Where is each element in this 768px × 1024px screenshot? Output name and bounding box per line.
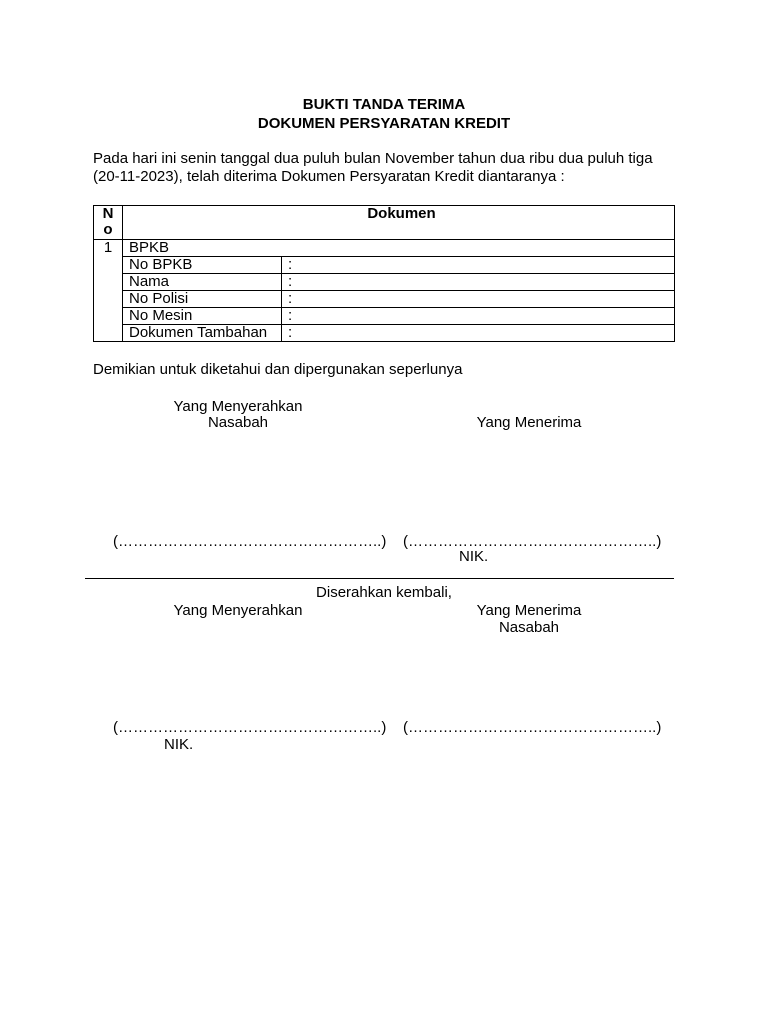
field-value: : <box>282 257 675 274</box>
sign2-right-signature-line: (…………………………………………..) <box>403 719 662 736</box>
row-title: BPKB <box>123 240 675 257</box>
field-value: : <box>282 308 675 325</box>
field-value: : <box>282 274 675 291</box>
field-value: : <box>282 325 675 342</box>
header-dokumen: Dokumen <box>123 206 675 240</box>
sign2-right-party: Nasabah <box>498 619 560 636</box>
title-line-2: DOKUMEN PERSYARATAN KREDIT <box>257 115 511 132</box>
sign2-right-role: Yang Menerima <box>476 602 582 619</box>
sign1-right-nik: NIK. <box>459 548 489 565</box>
sign2-left-nik: NIK. <box>164 736 194 753</box>
divider-line <box>85 578 674 579</box>
sign1-right-role: Yang Menerima <box>476 414 582 431</box>
table-row <box>94 274 675 291</box>
table-row <box>94 240 675 257</box>
field-label: Nama <box>123 274 282 291</box>
table-row <box>94 308 675 325</box>
field-value: : <box>282 291 675 308</box>
field-label: No Mesin <box>123 308 282 325</box>
document-table <box>93 205 675 342</box>
closing-statement: Demikian untuk diketahui dan dipergunakan seperlunya <box>93 361 463 378</box>
table-header-row <box>94 206 675 240</box>
row-number: 1 <box>94 240 123 342</box>
field-label: No Polisi <box>123 291 282 308</box>
sign1-left-signature-line: (……………………………………………..) <box>113 533 387 550</box>
sign2-left-signature-line: (……………………………………………..) <box>113 719 387 736</box>
header-no-line-2: o <box>103 221 113 238</box>
sign1-left-role: Yang Menyerahkan <box>173 398 303 415</box>
sign1-right-signature-line: (…………………………………………..) <box>403 533 662 550</box>
table-row <box>94 291 675 308</box>
table-row <box>94 257 675 274</box>
sign2-left-role: Yang Menyerahkan <box>173 602 303 619</box>
field-label: Dokumen Tambahan <box>123 325 282 342</box>
intro-line-1: Pada hari ini senin tanggal dua puluh bulan November tahun dua ribu dua puluh tiga <box>93 150 653 167</box>
intro-line-2: (20-11-2023), telah diterima Dokumen Persyaratan Kredit diantaranya : <box>93 168 565 185</box>
title-line-1: BUKTI TANDA TERIMA <box>302 96 466 113</box>
header-no-line-1: N <box>102 205 114 222</box>
table-row <box>94 325 675 342</box>
intro-paragraph <box>93 150 693 186</box>
returned-heading: Diserahkan kembali, <box>316 584 452 601</box>
field-label: No BPKB <box>123 257 282 274</box>
sign1-left-party: Nasabah <box>207 414 269 431</box>
header-no <box>94 206 123 240</box>
